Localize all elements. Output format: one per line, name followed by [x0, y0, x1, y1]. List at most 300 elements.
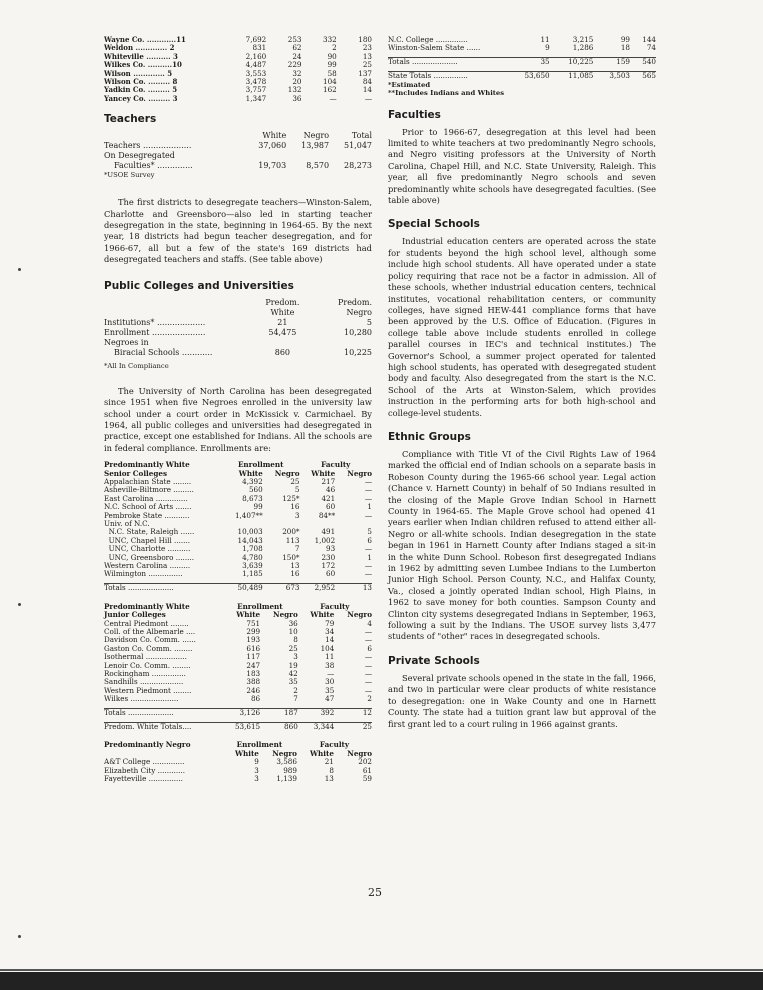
junior-enroll-white: 388: [246, 677, 261, 687]
negro-enroll-negro: 989: [283, 765, 297, 775]
junior-faculty-white: 35: [325, 685, 335, 695]
county-name: Wilson Co. ......... 8: [104, 77, 178, 87]
senior-faculty-white: 421: [321, 493, 336, 503]
special-paragraph-text: Industrial education centers are operated across the state for students beyond the high school level, although some include high school students. All have operated under a state policy requiring that race not be a factor in admission. All of these schools, whether industrial education centers, technical institutes, vocational rehabilitation centers, or community colleges, have signed HEW-441 compliance forms that have been approved by the U.S. Office of Education. (Figures in college table above include students enrolled in college parallel courses in IEC's and technical institutes.) The Governor's School, a summer project operated for talented high school students, has operated with desegregated student body and faculty. Also desegregated from the start is the N.C. School of the Arts at Winston-Salem, which provides instruction in the performing arts for both high-school and college-level students.: [388, 236, 656, 418]
senior-faculty-white: 491: [321, 527, 336, 537]
teachers-label: Faculties* ..............: [114, 161, 193, 171]
county-value-d: 13: [362, 51, 372, 61]
senior-faculty-white: 84**: [318, 510, 336, 520]
senior-total-ew: 50,489: [222, 584, 263, 593]
negro-total-ew: 35: [506, 58, 550, 67]
page-number: 25: [368, 886, 382, 899]
colleges-row: [104, 328, 372, 338]
faculties-heading: Faculties: [388, 108, 441, 121]
senior-faculty-negro: —: [364, 569, 372, 579]
senior-name: Wilmington ...............: [104, 569, 183, 579]
state-total-fw: 3,503: [593, 72, 630, 81]
county-value-b: 20: [292, 77, 302, 87]
county-name: Weldon ............. 2: [104, 43, 175, 53]
senior-faculty-white: 60: [326, 569, 336, 579]
state-total-en: 11,085: [550, 72, 594, 81]
colleges-row: [104, 348, 372, 358]
county-name: Yadkin Co. ......... 5: [104, 85, 178, 95]
special-paragraph: [388, 236, 656, 419]
county-name: Whiteville .......... 3: [104, 51, 178, 61]
senior-faculty-negro: —: [364, 493, 372, 503]
senior-faculty-negro: —: [364, 561, 372, 570]
county-value-d: 14: [362, 85, 372, 95]
colleges-negro: 10,225: [344, 347, 372, 357]
colleges-label: Enrollment .....................: [104, 327, 206, 337]
junior-col-negro: Negro: [273, 610, 298, 620]
ethnic-paragraph: [388, 449, 656, 643]
teachers-table: [104, 131, 372, 171]
senior-enroll-negro: 7: [294, 544, 300, 554]
colleges-white: 860: [274, 347, 291, 357]
junior-faculty-header: Faculty: [320, 601, 350, 611]
senior-enroll-white: 1,185: [242, 569, 263, 579]
negro-faculty-header: Faculty: [319, 740, 350, 750]
senior-name: Western Carolina .........: [104, 561, 191, 570]
negro-faculty-white: 21: [324, 757, 334, 767]
county-value-a: 3,478: [245, 77, 267, 87]
grand-total-label: Predom. White Totals....: [104, 723, 222, 732]
county-value-c: 99: [327, 60, 337, 70]
county-name: Wayne Co. ............11: [104, 35, 186, 44]
junior-faculty-negro: —: [364, 685, 372, 695]
senior-enroll-negro: 3: [294, 510, 300, 520]
county-table: [104, 36, 372, 103]
county-value-a: 2,160: [245, 51, 267, 61]
junior-faculty-white: 38: [325, 660, 335, 670]
junior-enroll-white: 193: [246, 635, 261, 645]
ethnic-heading: Ethnic Groups: [388, 430, 471, 443]
county-value-a: 831: [252, 43, 267, 53]
senior-enroll-negro: 125*: [282, 493, 300, 503]
junior-enrollment-header: Enrollment: [237, 601, 283, 611]
includes-note: **Includes Indians and Whites: [388, 88, 505, 97]
junior-col-fnegro: Negro: [347, 610, 372, 620]
ethnic-paragraph-text: Compliance with Title VI of the Civil Rights Law of 1964 marked the official end of Indian schools on a separate basis in Robeson County during the 1965-66 school year. Legal action (Chance v. Harnett County) in behalf of 50 Indians resulted in the closing of the Maple Grove Indian School in Harnett County in 1964-65. The Maple Grove school had opened 41 years earlier when Indian children refused to attend either all-Negro or all-white schools. Indian desegregation in the state began in 1961 in Harnett County after Indians staged a sit-in in the white Dunn School. Robeson first desegregated Indians in 1962 by admitting seven Lumbee Indians to the Lumberton Junior High School. Person County, N.C., and Halifax County, Va., closed a jointly operated Indian school, High Plains, in 1962 to save money for both counties. Sampson County and Clinton city systems desegregated Indians in September, 1963, following a suit by the Indians. The USOE survey lists 3,477 students of "other" races in desegregated schools.: [388, 448, 656, 642]
county-value-b: 132: [287, 85, 302, 95]
negro-enrollment-header: Enrollment: [236, 740, 283, 750]
senior-name: N.C. State, Raleigh ......: [104, 527, 195, 537]
scan-speck: [18, 935, 21, 938]
predom-white-total-row: [104, 723, 372, 732]
county-value-d: 180: [358, 35, 372, 44]
unc-paragraph-text: The University of North Carolina has been desegregated since 1951 when five Negroes enrolled in the university law school under a court order in McKissick v. Carmichael. By 1964, all public colleges and universities had desegregated in practice, except one established for Indians. All the schools are in federal compliance. Enrollments are:: [104, 385, 372, 453]
teachers-label: Teachers ...................: [104, 141, 192, 151]
junior-name: Coll. of the Albemarle ....: [104, 626, 196, 636]
junior-faculty-white: 47: [325, 694, 335, 704]
negro-enroll-white: 3: [254, 765, 259, 775]
junior-enroll-negro: 19: [288, 660, 298, 670]
junior-name: Isothermal ..................: [104, 652, 187, 662]
senior-colleges-table: [104, 461, 372, 593]
negro-total-en: 10,225: [550, 58, 594, 67]
junior-faculty-negro: —: [364, 668, 372, 678]
colleges-negro: 10,280: [344, 327, 372, 337]
scan-speck: [18, 268, 21, 271]
colleges-negro: 5: [366, 317, 372, 327]
county-value-c: 332: [323, 35, 337, 44]
junior-enroll-negro: 10: [288, 626, 298, 636]
negro-colleges-continued-table: [388, 36, 656, 81]
county-value-b: 253: [287, 35, 302, 44]
junior-faculty-white: —: [327, 668, 335, 678]
senior-faculty-white: 93: [326, 544, 336, 554]
unc-paragraph: [104, 386, 372, 454]
colleges-note: *All In Compliance: [104, 361, 169, 370]
county-value-c: 104: [323, 77, 337, 87]
senior-faculty-negro: —: [364, 476, 372, 486]
junior-faculty-negro: 2: [367, 694, 372, 704]
teachers-note: *USOE Survey: [104, 171, 155, 180]
county-value-c: 2: [332, 43, 337, 53]
teachers-paragraph-text: The first districts to desegregate teachers—Winston-Salem, Charlotte and Greensboro—also led in starting teacher desegregation in the state, beginning in 1964-65. By the next year, 18 districts had begun teacher desegregation, and for 1966-67, all but a few of the state's 169 districts had desegregated teachers and staffs. (See table above): [104, 197, 372, 265]
junior-name: Sandhills ...................: [104, 677, 184, 687]
senior-enrollment-header: Enrollment: [237, 460, 284, 470]
senior-enroll-white: 99: [253, 502, 263, 512]
junior-faculty-white: 14: [325, 635, 335, 645]
senior-row: [104, 570, 372, 578]
grand-total-en: 860: [260, 723, 298, 732]
negro-faculty-white: 13: [324, 774, 334, 784]
junior-enroll-white: 117: [246, 652, 261, 662]
junior-name: Wilkes .....................: [104, 694, 179, 704]
county-row: [104, 95, 372, 103]
negro-cont-faculty-negro: 144: [642, 35, 656, 44]
junior-row: [104, 695, 372, 703]
county-value-c: 162: [323, 85, 337, 95]
colleges-heading: Public Colleges and Universities: [104, 279, 294, 292]
negro-total-row: [388, 58, 656, 67]
negro-cont-enroll-negro: 3,215: [572, 35, 594, 44]
grand-total-fn: 25: [334, 723, 372, 732]
senior-faculty-header: Faculty: [321, 460, 351, 470]
senior-faculty-negro: —: [364, 510, 372, 520]
negro-cont-faculty-white: 99: [620, 35, 630, 44]
senior-total-row: [104, 584, 372, 593]
negro-col-fnegro: Negro: [347, 748, 372, 758]
senior-enroll-negro: 150*: [282, 552, 300, 562]
junior-enroll-white: 247: [246, 660, 261, 670]
teachers-col-negro: Negro: [303, 131, 330, 141]
teachers-negro: 13,987: [301, 141, 330, 151]
negro-enroll-negro: 1,139: [276, 774, 297, 784]
colleges-label: Biracial Schools ............: [114, 347, 213, 357]
junior-enroll-white: 616: [246, 643, 261, 653]
senior-enroll-negro: 25: [290, 476, 300, 486]
junior-enroll-white: 183: [246, 668, 261, 678]
senior-enroll-negro: 16: [290, 502, 300, 512]
negro-faculty-negro: 61: [362, 765, 372, 775]
junior-faculty-negro: —: [364, 626, 372, 636]
state-total-row: [388, 72, 656, 81]
negro-cont-row: [388, 44, 656, 52]
junior-name: Rockingham ...............: [104, 668, 186, 678]
junior-faculty-white: 79: [325, 618, 335, 628]
junior-name: Gaston Co. Comm. ........: [104, 643, 193, 653]
junior-name: Lenoir Co. Comm. ........: [104, 660, 191, 670]
state-total-label: State Totals ...............: [388, 72, 506, 81]
colleges-white: 54,475: [268, 327, 297, 337]
colleges-row: [104, 338, 372, 348]
private-paragraph-text: Several private schools opened in the state in the fall, 1966, and two in particular were clear products of white resistance to desegregation: one in Wake County and one in Harnett County. The state had a tuition grant law but approval of the first grant led to a court ruling in 1966 against grants.: [388, 672, 656, 729]
teachers-row: [104, 161, 372, 171]
county-value-b: 62: [292, 43, 302, 53]
negro-name: Elizabeth City ............: [104, 765, 186, 775]
county-name: Wilkes Co. ..........10: [104, 60, 182, 70]
senior-name: UNC, Greensboro ........: [104, 552, 194, 562]
senior-enroll-white: 4,392: [242, 476, 263, 486]
left-column: [104, 36, 372, 783]
senior-enroll-negro: 13: [290, 561, 300, 570]
junior-faculty-negro: —: [364, 635, 372, 645]
senior-name: East Carolina ..............: [104, 493, 188, 503]
negro-cont-name: Winston-Salem State ......: [388, 43, 481, 53]
county-value-d: 84: [362, 77, 372, 87]
senior-enroll-white: 560: [248, 485, 263, 495]
junior-enroll-white: 751: [246, 618, 261, 628]
junior-name: Davidson Co. Comm. ......: [104, 635, 196, 645]
junior-enroll-white: 86: [250, 694, 261, 704]
senior-enroll-white: 1,407**: [234, 510, 263, 520]
negro-faculty-white: 8: [329, 765, 334, 775]
negro-row: [104, 775, 372, 783]
junior-enroll-negro: 8: [293, 635, 298, 645]
senior-enroll-negro: 16: [290, 569, 300, 579]
colleges-white: 21: [277, 317, 288, 327]
county-value-b: 229: [287, 60, 302, 70]
senior-col-fnegro: Negro: [347, 468, 372, 478]
junior-total-label: Totals ....................: [104, 709, 222, 718]
negro-title1: Predominantly Negro: [104, 740, 191, 750]
negro-enroll-negro: 3,586: [276, 757, 297, 767]
senior-enroll-white: 1,708: [242, 544, 263, 554]
senior-faculty-white: 230: [321, 552, 336, 562]
grand-total-ew: 53,615: [222, 723, 260, 732]
junior-title2: Junior Colleges: [104, 610, 166, 620]
negro-faculty-negro: 202: [358, 757, 372, 767]
county-value-d: 25: [362, 60, 372, 70]
junior-total-ew: 3,126: [222, 709, 260, 718]
senior-total-fn: 13: [335, 584, 372, 593]
county-value-c: 90: [327, 51, 337, 61]
county-value-b: 24: [292, 51, 302, 61]
junior-enroll-negro: 3: [293, 652, 298, 662]
county-value-a: 4,487: [245, 60, 267, 70]
senior-enroll-white: 14,043: [237, 535, 263, 545]
colleges-table: [104, 298, 372, 358]
junior-total-fw: 392: [298, 709, 335, 718]
senior-name: UNC, Chapel Hill .......: [104, 535, 191, 545]
junior-enroll-white: 299: [246, 626, 261, 636]
negro-total-label: Totals ....................: [388, 58, 506, 67]
senior-faculty-negro: 1: [367, 502, 372, 512]
senior-enroll-negro: 5: [294, 485, 300, 495]
negro-cont-faculty-negro: 74: [646, 43, 656, 53]
county-value-a: 1,347: [245, 93, 267, 103]
scan-speck: [18, 603, 21, 606]
county-value-b: 32: [292, 68, 302, 78]
senior-total-label: Totals ....................: [104, 584, 222, 593]
junior-col-white: White: [236, 610, 261, 620]
teachers-white: 19,703: [258, 161, 287, 171]
senior-name: UNC, Charlotte ..........: [104, 544, 191, 554]
county-value-d: —: [364, 93, 372, 103]
teachers-row: [104, 141, 372, 151]
senior-name: Asheville-Biltmore .........: [104, 485, 194, 495]
senior-faculty-negro: 5: [367, 527, 372, 537]
negro-col-white: White: [234, 748, 259, 758]
junior-faculty-white: 30: [325, 677, 335, 687]
county-value-a: 3,757: [245, 85, 267, 95]
junior-faculty-negro: —: [364, 677, 372, 687]
negro-col-negro: Negro: [272, 748, 297, 758]
state-total-fn: 565: [630, 72, 656, 81]
negro-cont-enroll-negro: 1,286: [572, 43, 594, 53]
colleges-white: [251, 338, 310, 348]
junior-enroll-negro: 35: [288, 677, 298, 687]
junior-faculty-white: 104: [320, 643, 335, 653]
teachers-col-white: White: [262, 131, 287, 141]
senior-total-en: 673: [263, 584, 300, 593]
negro-colleges-table: [104, 741, 372, 783]
junior-faculty-white: 11: [325, 652, 335, 662]
teachers-heading: Teachers: [104, 113, 157, 126]
negro-cont-enroll-white: 11: [540, 35, 550, 44]
junior-enroll-negro: 7: [293, 694, 298, 704]
junior-title1: Predominantly White: [104, 601, 190, 611]
junior-total-en: 187: [260, 709, 298, 718]
junior-enroll-negro: 42: [288, 668, 298, 678]
senior-title1: Predominantly White: [104, 460, 190, 470]
junior-faculty-negro: —: [364, 660, 372, 670]
senior-faculty-negro: 1: [367, 552, 372, 562]
state-total-ew: 53,650: [506, 72, 550, 81]
negro-col-fwhite: White: [309, 748, 334, 758]
teachers-white: 37,060: [258, 141, 287, 151]
county-value-c: 58: [327, 68, 337, 78]
senior-col-negro: Negro: [274, 468, 300, 478]
county-value-b: 36: [292, 93, 302, 103]
senior-enroll-white: 3,639: [242, 561, 263, 570]
county-value-a: 7,692: [245, 35, 267, 44]
colleges-row: [104, 318, 372, 328]
colleges-col-white: Predom. White: [265, 297, 300, 317]
county-name: Yancey Co. ......... 3: [104, 93, 178, 103]
county-value-c: —: [329, 93, 337, 103]
county-value-d: 137: [358, 68, 372, 78]
colleges-label: Institutions* ...................: [104, 317, 206, 327]
private-heading: Private Schools: [388, 654, 480, 667]
senior-faculty-white: 172: [321, 561, 336, 570]
senior-name: N.C. School of Arts .......: [104, 502, 192, 512]
faculties-paragraph-text: Prior to 1966-67, desegregation at this level had been limited to white teachers at two predominantly Negro schools, and Negro visiting professors at the University of North Carolina, Chapel Hill, and N.C. State University, Raleigh. This year, all five predominantly Negro schools and seven predominantly white schools have desegregated faculties. (See table above): [388, 126, 656, 206]
junior-enroll-negro: 36: [288, 618, 298, 628]
senior-faculty-white: 1,002: [314, 535, 336, 545]
junior-enroll-negro: 25: [288, 643, 298, 653]
negro-cont-name: N.C. College ..............: [388, 35, 468, 44]
faculties-paragraph: [388, 127, 656, 207]
colleges-negro: [310, 338, 372, 348]
senior-enroll-white: 8,673: [242, 493, 263, 503]
junior-name: Western Piedmont ........: [104, 685, 192, 695]
senior-enroll-white: 4,780: [242, 552, 263, 562]
negro-faculty-negro: 59: [362, 774, 372, 784]
senior-enroll-negro: 200*: [282, 527, 300, 537]
senior-enroll-negro: 113: [285, 535, 300, 545]
grand-total-fw: 3,344: [298, 723, 335, 732]
junior-colleges-table: [104, 603, 372, 732]
senior-faculty-negro: —: [364, 485, 372, 495]
junior-enroll-negro: 2: [293, 685, 298, 695]
county-name: Wilson ............. 5: [104, 68, 173, 78]
junior-faculty-negro: 4: [367, 618, 372, 628]
senior-title2: Senior Colleges: [104, 468, 167, 478]
teachers-total: 51,047: [344, 141, 372, 151]
teachers-negro: [286, 151, 329, 161]
negro-total-fw: 159: [593, 58, 630, 67]
senior-name: Appalachian State ........: [104, 476, 192, 486]
teachers-label: On Desegregated: [104, 151, 175, 161]
senior-col-white: White: [238, 468, 263, 478]
right-column: [388, 36, 656, 737]
negro-name: A&T College ..............: [104, 757, 185, 767]
senior-faculty-negro: 6: [367, 535, 372, 545]
teachers-negro: 8,570: [306, 161, 330, 171]
negro-cont-enroll-white: 9: [545, 43, 550, 53]
negro-enroll-white: 3: [254, 774, 259, 784]
senior-total-fw: 2,952: [300, 584, 336, 593]
county-value-a: 3,553: [245, 68, 267, 78]
negro-total-fn: 540: [630, 58, 656, 67]
private-paragraph: [388, 673, 656, 730]
senior-name: Univ. of N.C.: [104, 518, 150, 528]
teachers-total: [329, 151, 372, 161]
junior-faculty-negro: —: [364, 652, 372, 662]
junior-col-fwhite: White: [310, 610, 335, 620]
teachers-white: [243, 151, 286, 161]
colleges-col-negro: Predom. Negro: [337, 297, 372, 317]
colleges-label: Negroes in: [104, 337, 149, 347]
negro-name: Fayetteville ...............: [104, 774, 183, 784]
senior-enroll-white: 10,003: [237, 527, 263, 537]
teachers-col-total: Total: [351, 131, 372, 141]
teachers-total: 28,273: [344, 161, 372, 171]
junior-enroll-white: 246: [246, 685, 261, 695]
special-heading: Special Schools: [388, 218, 480, 231]
senior-faculty-white: 60: [326, 502, 336, 512]
senior-name: Pembroke State ...........: [104, 510, 192, 520]
senior-faculty-white: 46: [326, 485, 336, 495]
teachers-paragraph: [104, 197, 372, 265]
junior-total-row: [104, 709, 372, 718]
scan-edge-band: [0, 972, 763, 990]
senior-faculty-white: 217: [321, 476, 336, 486]
teachers-row: [104, 151, 372, 161]
junior-faculty-white: 34: [325, 626, 335, 636]
senior-col-fwhite: White: [311, 468, 336, 478]
negro-enroll-white: 9: [254, 757, 259, 767]
junior-total-fn: 12: [334, 709, 372, 718]
junior-faculty-negro: 6: [367, 643, 372, 653]
junior-name: Central Piedmont ........: [104, 618, 189, 628]
estimated-note: *Estimated: [388, 80, 431, 89]
county-value-d: 23: [362, 43, 372, 53]
senior-faculty-negro: —: [364, 544, 372, 554]
